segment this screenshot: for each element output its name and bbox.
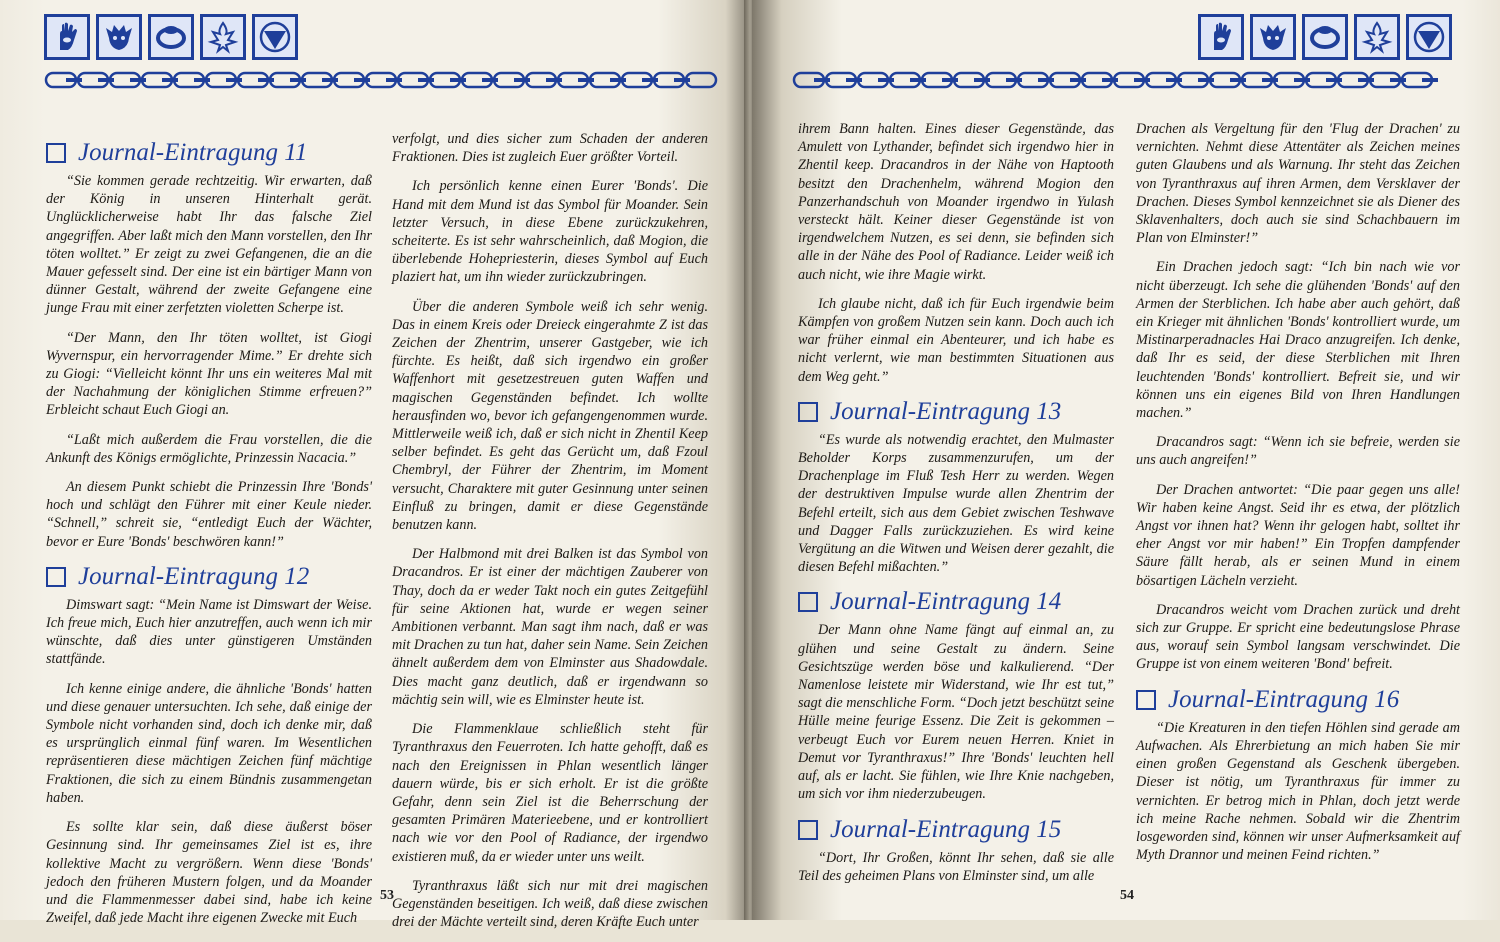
paragraph: “Dort, Ihr Großen, könnt Ihr sehen, daß sie alle Teil des geheimen Plans von Elminster sind, um alle xyxy=(798,849,1114,884)
paragraph: Tyranthraxus läßt sich nur mit drei magischen Gegenständen beseitigen. Ich weiß, daß diese zwischen drei der Mächte verteilt sind, deren Kräfte Euch unter xyxy=(392,877,708,931)
checkbox-icon xyxy=(46,143,66,163)
checkbox-icon xyxy=(46,567,66,587)
dragon-helm-icon xyxy=(1250,14,1296,60)
circle-triangle-icon xyxy=(1406,14,1452,60)
page-left xyxy=(0,0,748,931)
chain-border-right xyxy=(790,68,1460,92)
zhentil-ring-icon xyxy=(148,14,194,60)
journal-heading-13: Journal-Eintragung 13 xyxy=(798,397,1114,427)
journal-heading-12: Journal-Eintragung 12 xyxy=(46,562,372,592)
paragraph: Dimswart sagt: “Mein Name ist Dimswart der Weise. Ich freue mich, Euch hier anzutreffen, auch wenn ich mir wünschte, daß dies unter günstigeren Umständen stattfände. xyxy=(46,596,372,668)
paragraph: verfolgt, und dies sicher zum Schaden der anderen Fraktionen. Dies ist zugleich Euer größter Vorteil. xyxy=(392,131,708,166)
journal-heading-11: Journal-Eintragung 11 xyxy=(46,138,372,168)
paragraph: Der Mann ohne Name fängt auf einmal an, zu glühen und seine Gestalt zu ändern. Seine Gesichtszüge werden böse und kalkulierend. “Der Namenlose leistete mir Widerstand, wie Ihr est tut,” sagt die menschliche Form. “Doch jetzt beschützt seine Hülle meine feurige Essenz. Die Zeit is gekommen – verbeugt Euch vor Eurem neuen Herren. Kniet in Demut vor Tyranthraxus!” Ihre 'Bonds' leuchten hell auf, als er lacht. Sie fühlen, wie Ihre Knie nachgeben, um sich vor ihm niederzubeugen. xyxy=(798,622,1114,803)
paragraph: Ein Drachen jedoch sagt: “Ich bin nach wie vor nicht überzeugt. Ich sehe die glühenden 'Bonds' auf den Armen der Sterblichen. Ich habe aber auch gehört, daß ein Krieger mit ähnlichen 'Bonds' kontrolliert wurde, um Mistinarperadnacles Hai Draco anzugreifen. Ich denke, daß Ihr es seid, der diese Sterblichen mit Ihren leuchtenden 'Bonds' kontrolliert. Befreit sie, und wir können uns ein eigenes Bild von Ihren Handlungen machen.” xyxy=(1136,259,1460,422)
paragraph: An diesem Punkt schiebt die Prinzessin Ihre 'Bonds' hoch und schlägt den Führer mit einer Keule nieder. “Schnell,” schreit sie, “entledigt Euch der Wächter, bevor er Eure 'Bonds' beschwören kann!” xyxy=(46,479,372,550)
column-right-2 xyxy=(1136,120,1460,875)
checkbox-icon xyxy=(798,592,818,612)
journal-heading-16: Journal-Eintragung 16 xyxy=(1136,685,1460,715)
paragraph: “Laßt mich außerdem die Frau vorstellen, die die Ankunft des Königs ermöglichte, Prinzessin Nacacia.” xyxy=(46,431,372,466)
checkbox-icon xyxy=(798,820,818,840)
paragraph: “Sie kommen gerade rechtzeitig. Wir erwarten, daß der König in unseren Hinterhalt gerät. Unglücklicherweise habt Ihr das falsche Ziel angegriffen. Aber laßt mich den Mann vorstellen, den Ihr töten wolltet.” Er zeigt zu zwei Gefangenen, die an die Mauer gefesselt sind. Der eine ist ein bärtiger Mann von dünner Gestalt, während der zweite Gefangene eine junge Frau mit einer zerfetzten violetten Scherpe ist. xyxy=(46,173,372,317)
column-left-1 xyxy=(46,138,372,938)
paragraph: Dracandros weicht vom Drachen zurück und dreht sich zur Gruppe. Er spricht eine bedeutungslose Phrase aus, worauf sein Symbol langsam verschwindet. Die Gruppe ist von einem weiteren 'Bond' befreit. xyxy=(1136,601,1460,673)
column-right-1 xyxy=(798,120,1114,896)
paragraph: ihrem Bann halten. Eines dieser Gegenstände, das Amulett von Lythander, befindet sich irgendwo hier in Zhentil keep. Dracandros in der Nähe von Haptooth besitzt den Drachenhelm, während Mogion den Panzerhandschuh von Moander irgendwo in Yulash versteckt hält. Keiner dieser Gegenstände ist von irgendwelchem Nutzen, es sei denn, sie befinden sich alle in der Nähe des Pool of Radiance. Leider weiß ich auch nicht, wie ihre Magie wirkt. xyxy=(798,121,1114,283)
dragon-helm-icon xyxy=(96,14,142,60)
journal-heading-14: Journal-Eintragung 14 xyxy=(798,587,1114,617)
chain-border-left xyxy=(42,68,732,92)
paragraph: “Die Kreaturen in den tiefen Höhlen sind gerade am Aufwachen. Als Ehrerbietung an mich haben Sie mir einen großen Gegenstand als Geschenk übergeben. Dieser ist nötig, um Tyranthraxus für immer zu vernichten. Er betrog mich in Phlan, doch jetzt werde ich meine Rache nehmen. Sobald wir die Zhentrim losgeworden sind, können wir unser Aufmerksamkeit auf Myth Drannor und meinen Feind richten.” xyxy=(1136,719,1460,864)
paragraph: “Der Mann, den Ihr töten wolltet, ist Giogi Wyvernspur, ein hervorragender Mime.” Er drehte sich zu Giogi: “Vielleicht könnt Ihr uns ein weiteres Mal mit der Nachahmung der königlichen Stimme erfreuen?” Erbleicht schaut Euch Giogi an. xyxy=(46,329,372,419)
symbol-icons-left xyxy=(44,14,298,60)
flame-claw-icon xyxy=(1354,14,1400,60)
page-number-left: 53 xyxy=(380,888,394,903)
paragraph: Der Drachen antwortet: “Die paar gegen uns alle! Wir haben keine Angst. Seid ihr es etwa, der plötzlich Angst vor ihnen hat? Wenn ihr gelogen habt, solltet ihr eher Angst vor mir haben!” Ein Tropfen dampfender Säure fällt herab, als er seinen Mund in einem bösartigen Lächeln verzieht. xyxy=(1136,481,1460,589)
paragraph: “Es wurde als notwendig erachtet, den Mulmaster Beholder Korps zusammenzurufen, um der Drachenplage im Fluß Tesh Herr zu werden. Wegen der destruktiven Impulse wurde allen Zhentrim der Befehl erteilt, sich aus dem Gebiet zwischen Teshwave und Dagger Falls zurückzuziehen. Es wird keine Vergütung an die Witwen und Weisen derer gezahlt, die diesen Befehl mißachten.” xyxy=(798,431,1114,576)
paragraph: Die Flammenklaue schließlich steht für Tyranthraxus den Feuerroten. Ich hatte gehofft, daß es nach den Ereignissen in Phlan wesentlich länger dauern würde, bis er sich erholt. Er ist die größte Gefahr, denn sein Ziel ist die Beherrschung der gesamten Primären Materieebene, und er kontrolliert nach wie vor den Pool of Radiance, der irgendwo existieren muß, da er wieder unter uns weilt. xyxy=(392,721,708,865)
paragraph: Ich kenne einige andere, die ähnliche 'Bonds' hatten und diese genauer untersuchten. Ich sehe, daß einige der Symbole nicht vorhanden sind, doch ich denke mir, daß es ursprünglich einmal fünf waren. Im Wesentlichen repräsentieren diese mächtigen Zeichen fünf mächtige Fraktionen, die sich zu einem Bündnis zusammengetan haben. xyxy=(46,680,372,806)
circle-triangle-icon xyxy=(252,14,298,60)
column-left-2 xyxy=(392,130,708,942)
hand-mouth-icon xyxy=(44,14,90,60)
checkbox-icon xyxy=(798,402,818,422)
paragraph: Drachen als Vergeltung für den 'Flug der Drachen' zu vernichten. Nehmt diese Attentäter als Zeichen meines guten Glaubens und als Warnung. Ihr steht das Zeichen von Tyranthraxus auf ihren Armen, dem Versklaver der Drachen. Dieses Symbol kennzeichnet sie als Diener des Sklavenhalters, doch auch sie sind Schachbauern im Plan von Elminster!” xyxy=(1136,121,1460,247)
page-number-right: 54 xyxy=(1120,888,1134,903)
checkbox-icon xyxy=(1136,690,1156,710)
paragraph: Über die anderen Symbole weiß ich sehr wenig. Das in einem Kreis oder Dreieck eingerahmte Z ist das Zeichen der Zhentrim, unserer Gastgeber, wie ich fürchte. Es heißt, daß sich irgendwo ein großer Waffenhort mit gesetzestreuen guten Waffen und magischen Gegenständen befindet. Ich wollte herausfinden wo, bevor ich gefangengenommen wurde. Mittlerweile weiß ich, daß er sich nicht in Zhentil Keep selber befindet. Es geht das Gerücht um, daß Fzoul Chembryl, der Führer der Zhentrim, im Moment versucht, Charaktere mit guter Gesinnung unter seinen Einfluß zu bringen, damit er diese Gegenstände benutzen kann. xyxy=(392,298,708,534)
flame-claw-icon xyxy=(200,14,246,60)
zhentil-ring-icon xyxy=(1302,14,1348,60)
symbol-icons-right xyxy=(1198,14,1452,60)
paragraph: Ich persönlich kenne einen Eurer 'Bonds'. Die Hand mit dem Mund ist das Symbol für Moander. Sein letzter Versuch, in diese Ebene zurückzukehren, scheiterte. Es ist sehr wahrscheinlich, daß Mogion, die überlebende Hohepriesterin, dieses Symbol auf Euch plaziert hat, um ihn wieder zurückzubringen. xyxy=(392,178,708,286)
hand-mouth-icon xyxy=(1198,14,1244,60)
paragraph: Es sollte klar sein, daß diese äußerst böser Gesinnung sind. Ihr gemeinsames Ziel ist es, ihre kollektive Macht zu vergrößern. Wenn diese 'Bonds' jedoch den früheren Mustern folgen, und da Moander und die Flammenmesser dabei sind, habe ich keine Zweifel, daß jede Macht ihre eigenen Zwecke mit Euch xyxy=(46,819,372,927)
paragraph: Ich glaube nicht, daß ich für Euch irgendwie beim Kämpfen von großem Nutzen sein kann. Doch auch ich war früher einmal ein Abenteurer, und ich habe es nicht verlernt, wie man bestimmten Situationen aus dem Weg geht.” xyxy=(798,295,1114,385)
journal-heading-15: Journal-Eintragung 15 xyxy=(798,815,1114,845)
page-right xyxy=(752,0,1500,920)
paragraph: Dracandros sagt: “Wenn ich sie befreie, werden sie uns auch angreifen!” xyxy=(1136,434,1460,469)
paragraph: Der Halbmond mit drei Balken ist das Symbol von Dracandros. Er ist einer der mächtigen Zauberer von Thay, doch da er weder Takt noch ein gutes Zeitgefühl für seine Aktionen hat, wurde er wegen seiner Ambitionen verbannt. Man sagt ihm nach, daß er was mit Drachen zu tun hat, daher sein Name. Sein Zeichen ähnelt außerdem dem von Elminster aus Shadowdale. Dies macht ganz deutlich, daß er irgendwann so mächtig sein will, wie es Elminster heute ist. xyxy=(392,546,708,708)
